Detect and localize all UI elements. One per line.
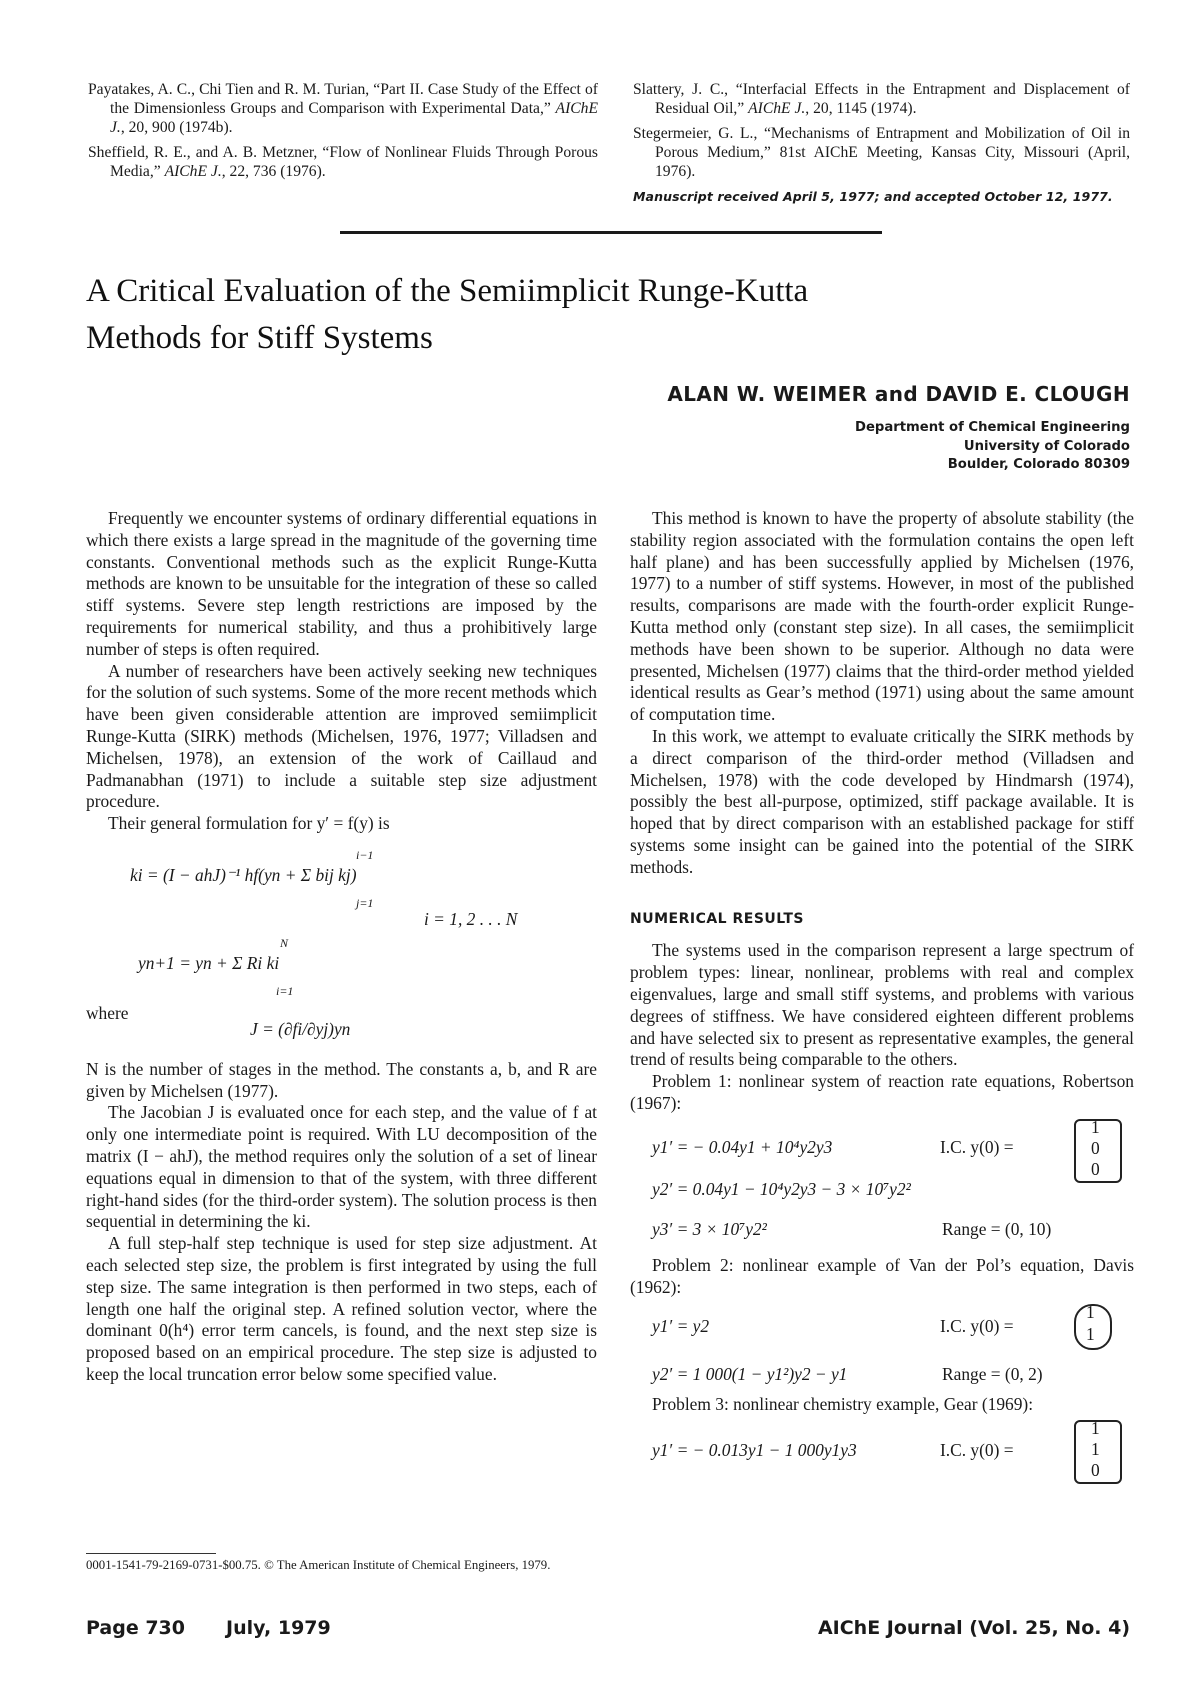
reference-journal: AIChE J. [748,100,806,117]
initial-condition-label: I.C. y(0) = [940,1440,1014,1461]
separator-rule [340,231,882,234]
right-column [630,508,1134,1486]
equation: y1′ = − 0.013y1 − 1 000y1y3 [652,1440,857,1461]
equation: y2′ = 1 000(1 − y1²)y2 − y1 [652,1364,848,1385]
paragraph: Problem 2: nonlinear example of Van der Pol’s equation, Davis (1962): [630,1254,1134,1297]
reference-entry [88,143,598,181]
vector-entry: 1 [1086,1324,1095,1345]
where-label: where [86,1002,129,1023]
references-right [633,80,1130,206]
vector-entry: 1 [1091,1116,1100,1137]
reference-tail: , 20, 900 (1974b). [120,119,233,136]
sum-lower-limit: j=1 [356,895,374,910]
equation: y2′ = 0.04y1 − 10⁴y2y3 − 3 × 10⁷y2² [652,1178,911,1199]
reference-entry [633,80,1130,118]
references-left [88,80,598,187]
left-column [86,508,597,1386]
authors: ALAN W. WEIMER and DAVID E. CLOUGH [667,382,1130,406]
paragraph [86,1059,597,1103]
vector-entry: 0 [1091,1158,1100,1179]
vector-entry: 1 [1086,1302,1095,1323]
paragraph: Problem 1: nonlinear system of reaction rate equations, Robertson (1967): [630,1071,1134,1113]
equation-k [130,865,357,887]
reference-journal: AIChE J. [164,163,222,180]
affiliation-line: University of Colorado [963,438,1130,454]
paragraph: In this work, we attempt to evaluate critically the SIRK methods by a direct comparison of the third-order method (Villadsen and Michelsen, 1978) with the code developed by Hindmarsh (1974), possibly the best all-purpose, optimized, stiff package available. It is hoped that by direct comparison with an established package for stiff systems some insight can be gained into the potential of the SIRK methods. [630,725,1134,877]
problem3-equations [630,1416,1134,1486]
reference-text: Stegermeier, G. L., “Mechanisms of Entrapment and Mobilization of Oil in Porous Medium,” 81st AIChE Meeting, Kansas City, Missouri (April, 1976). [633,125,1130,180]
sum-lower-limit: i=1 [276,983,294,998]
manuscript-note: Manuscript received April 5, 1977; and accepted October 12, 1977. [633,189,1113,204]
footnote-rule [86,1553,216,1554]
affiliation-line: Department of Chemical Engineering [855,420,1130,435]
reference-entry [88,80,598,137]
paragraph: Frequently we encounter systems of ordinary differential equations in which there exists a large spread in the magnitude of the governing time constants. Conventional methods such as the explicit Runge-Kutta methods are known to be unsuitable for the integration of these so called stiff systems. Severe step length restrictions are imposed by the requirements for numerical stability, and thus a prohibitively large number of steps is often required. [86,508,597,659]
equation-range: i = 1, 2 . . . N [424,908,518,929]
reference-journal: AIChE J. [110,100,598,136]
paragraph: This method is known to have the property of absolute stability (the stability region associated with the formulation contains the open left half plane) and has been successfully applied by Michelsen (1976, 1977) to a number of stiff systems. However, in most of the published results, comparisons are made with the fourth-order explicit Runge-Kutta method only (constant step size). In all cases, the semiimplicit methods have been shown to be superior. Although no data were presented, Michelsen (1977) claims that the third-order method yielded identical results as Gear’s method (1971) using about the same amount of computation time. [630,508,1134,725]
footnote: 0001-1541-79-2169-0731-$00.75. © The American Institute of Chemical Engineers, 1979. [86,1558,551,1572]
page-number: Page 730 [86,1617,185,1639]
article-title [86,268,986,362]
equation: y1′ = − 0.04y1 + 10⁴y2y3 [652,1136,833,1157]
equation-text: ki = (I − ahJ)⁻¹ hf(yn + Σ bij kj) [130,864,357,885]
paragraph: Problem 3: nonlinear chemistry example, Gear (1969): [652,1394,1034,1415]
equation-block [86,835,597,1017]
journal-citation: AIChE Journal (Vol. 25, No. 4) [817,1617,1130,1639]
paragraph: The systems used in the comparison represent a large spectrum of problem types: linear, nonlinear, problems with real and complex eigenvalues, large and small stiff systems, and problems with various degrees of stiffness. We have considered eighteen different problems and have selected six to present as representative examples, the general trend of results being comparable to the others. [630,940,1134,1070]
range-label: Range = (0, 2) [942,1364,1043,1385]
reference-text: Sheffield, R. E., and A. B. Metzner, “Flow of Nonlinear Fluids Through Porous Media,” [88,144,598,180]
equation-block [86,1018,597,1059]
paragraph: A number of researchers have been actively seeking new techniques for the solution of such systems. Some of the more recent methods which have been given considerable attention are improved semiimplicit Runge-Kutta (SIRK) methods (Michelsen, 1976, 1977; Villadsen and Michelsen, 1978), an extension of the work of Caillaud and Padmanabhan (1971) to include a suitable step size adjustment procedure. [86,660,597,812]
reference-text: Payatakes, A. C., Chi Tien and R. M. Turian, “Part II. Case Study of the Effect of the Dimensionless Groups and Comparison with Experimental Data,” [88,81,598,117]
title-line: A Critical Evaluation of the Semiimplicit Runge-Kutta [86,273,809,309]
paragraph: The Jacobian J is evaluated once for each step, and the value of f at only one intermediate point is required. With LU decomposition of the matrix (I − ahJ), the method requires only the solution of a set of linear equations equal in dimension to that of the system, with three different right-hand sides (for the third-order system). The solution process is then sequential in determining the ki. [86,1102,597,1232]
reference-tail: , 20, 1145 (1974). [805,100,917,117]
vector-entry: 1 [1091,1439,1100,1460]
reference-entry [633,124,1130,181]
affiliation-line: Boulder, Colorado 80309 [947,457,1130,472]
problem1-equations [630,1115,1134,1255]
vector-entry: 0 [1091,1137,1100,1158]
equation: y3′ = 3 × 10⁷y2² [652,1218,767,1239]
title-line: Methods for Stiff Systems [86,320,433,356]
equation-y: yn+1 = yn + Σ Ri ki [138,952,280,973]
vector-entry: 0 [1091,1460,1100,1481]
reference-text: Slattery, J. C., “Interfacial Effects in the Entrapment and Displacement of Residual Oil,” [633,81,1130,117]
equation: y1′ = y2 [652,1316,710,1337]
paragraph-text: N is the number of stages in the method. The constants a, b, and R are given by Michelsen (1977). [86,1058,597,1101]
reference-tail: , 22, 736 (1976). [221,163,326,180]
sum-upper-limit: i−1 [356,847,374,862]
initial-condition-label: I.C. y(0) = [940,1136,1014,1157]
affiliation [855,419,1130,475]
problem2-equations [630,1298,1134,1394]
paragraph: Their general formulation for y′ = f(y) is [108,813,390,834]
vector-entry: 1 [1091,1418,1100,1439]
equation-jacobian: J = (∂fi/∂yj)yn [250,1018,351,1039]
sum-upper-limit: N [280,935,289,950]
section-heading: NUMERICAL RESULTS [630,910,805,927]
range-label: Range = (0, 10) [942,1218,1052,1239]
paragraph: A full step-half step technique is used for step size adjustment. At each selected step size, the problem is first integrated by using the full step size. The same integration is then performed in two steps, each of length one half the original step. A refined solution vector, where the dominant 0(h⁴) error term cancels, is found, and the next step size is proposed based on an empirical procedure. The step size is adjusted to keep the local truncation error below some specified value. [86,1233,597,1384]
issue-date: July, 1979 [226,1617,331,1639]
initial-condition-label: I.C. y(0) = [940,1316,1014,1337]
